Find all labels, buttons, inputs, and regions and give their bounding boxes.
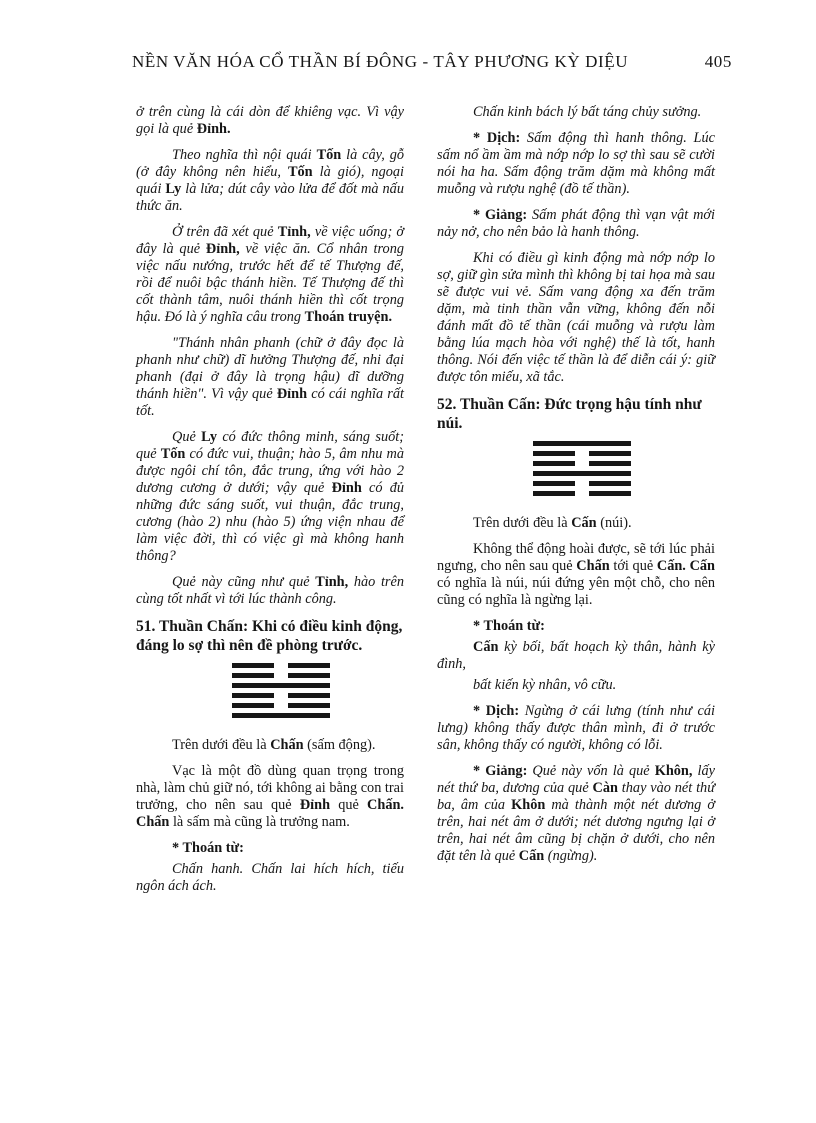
hexagram-can-icon [533,441,631,497]
page-number: 405 [704,52,732,71]
paragraph: * Giảng: Quẻ này vốn là quẻ Khôn, lấy nét thứ ba, dương của quẻ Càn thay vào nét thứ ba, âm của Khôn mà thành một nét dương ở trên, hai nét âm ở dưới; nét dương ngưng lại ở trên, hai nét âm cũng bị chặn ở dưới, cho nên đặt tên là quẻ Cấn (ngừng). [437,763,716,864]
paragraph: "Thánh nhân phanh (chữ ở đây đọc là phanh như chữ) dĩ hưởng Thượng đế, nhi đại phanh (đại ở đây là trọng hậu) dĩ dưỡng thánh hiền". Vì vậy quẻ Đỉnh có cái nghĩa rất tốt. [136,335,404,419]
thoan-tu-label: * Thoán từ: [473,618,545,634]
book-title: NỀN VĂN HÓA CỔ THẦN BÍ ĐÔNG - TÂY PHƯƠNG KỲ DIỆU [132,52,629,71]
paragraph: * Giảng: Sấm phát động thì vạn vật mới nảy nở, cho nên bảo là hanh thông. [437,207,715,240]
left-column [136,104,404,904]
hexagram-chan-icon [232,663,330,719]
section-heading-52: 52. Thuần Cấn: Đức trọng hậu tính như núi. [437,396,702,432]
paragraph: Khi có điều gì kinh động mà nớp nớp lo sợ, giữ gìn sửa mình thì không bị tai họa mà sau sẽ được vui vẻ. Sấm vang động xa đến trăm dặm, mà tinh thần vẫn vững, không đến nỗi đánh mất đồ tế thần (cái muỗng và rượu làm bằng lúa mạch hòa với nghệ) thế là tốt, hanh thông. Nói đến việc tế thần là để diễn cái ý: giữ được tôn miếu, xã tắc. [437,250,715,385]
paragraph: Cấn kỳ bối, bất hoạch kỳ thân, hành kỳ đình, [437,639,715,672]
running-header [132,52,732,78]
paragraph: Trên dưới đều là Cấn (núi). [473,515,632,531]
paragraph: Chấn hanh. Chấn lai hích hích, tiếu ngôn ách ách. [136,861,404,894]
paragraph: Quẻ Ly có đức thông minh, sáng suốt; quẻ Tốn có đức vui, thuận; hào 5, âm nhu mà được ngôi chí tôn, đắc trung, ứng với hào 2 dương cương ở dưới; vậy quẻ Đỉnh có đủ những đức sáng suốt, vui thuận, đắc trung, cương (hào 2) nhu (hào 5) ứng viện nhau để làm việc đời, thì có việc gì mà không hanh thông? [136,429,404,564]
paragraph: Trên dưới đều là Chấn (sấm động). [172,737,376,753]
section-heading-51: 51. Thuần Chấn: Khi có điều kinh động, đáng lo sợ thì nên đề phòng trước. [136,618,403,654]
paragraph: Vạc là một đồ dùng quan trọng trong nhà, làm chủ giữ nó, tới không ai bằng con trai trưởng, cho nên sau quẻ Đỉnh quẻ Chấn. Chấn là sấm mà cũng là trưởng nam. [136,763,404,830]
paragraph: * Dịch: Sấm động thì hanh thông. Lúc sấm nổ ầm ầm mà nớp nớp lo sợ thì sau sẽ cười nói ha ha. Sấm động trăm dặm mà không mất muỗng và rượu nghệ (đồ tế thần). [437,130,715,197]
paragraph: Không thể động hoài được, sẽ tới lúc phải ngưng, cho nên sau quẻ Chấn tới quẻ Cấn. Cấn có nghĩa là núi, núi đứng yên một chỗ, cho nên cũng có nghĩa là ngừng lại. [437,541,715,608]
paragraph: * Dịch: Ngừng ở cái lưng (tính như cái lưng) không thấy được thân mình, đi ở trước sân, không thấy có người, không có lỗi. [437,703,716,753]
thoan-tu-label: * Thoán từ: [172,840,244,856]
paragraph: Theo nghĩa thì nội quái Tốn là cây, gỗ (ở đây không nên hiểu, Tốn là gió), ngoại quái Ly là lửa; dút cây vào lửa để đốt mà nấu thức ăn. [136,147,405,214]
paragraph: Quẻ này cũng như quẻ Tỉnh, hào trên cùng tốt nhất vì tới lúc thành công. [136,574,404,607]
paragraph: ở trên cùng là cái dòn để khiêng vạc. Vì vậy gọi là quẻ Đỉnh. [136,104,404,137]
paragraph: bất kiến kỳ nhân, vô cữu. [473,677,617,693]
right-column [437,104,715,874]
paragraph: Ở trên đã xét quẻ Tỉnh, về việc uống; ở đây là quẻ Đỉnh, về việc ăn. Cổ nhân trong việc nấu nướng, trước hết để tế Thượng đế, rồi để nuôi bậc thánh hiền. Tế Thượng đế thì cốt thành tâm, nuôi thánh hiền thì cốt trọng hậu. Đó là ý nghĩa câu trong Thoán truyện. [136,224,404,325]
paragraph: Chấn kinh bách lý bất táng chủy sưởng. [473,104,702,120]
